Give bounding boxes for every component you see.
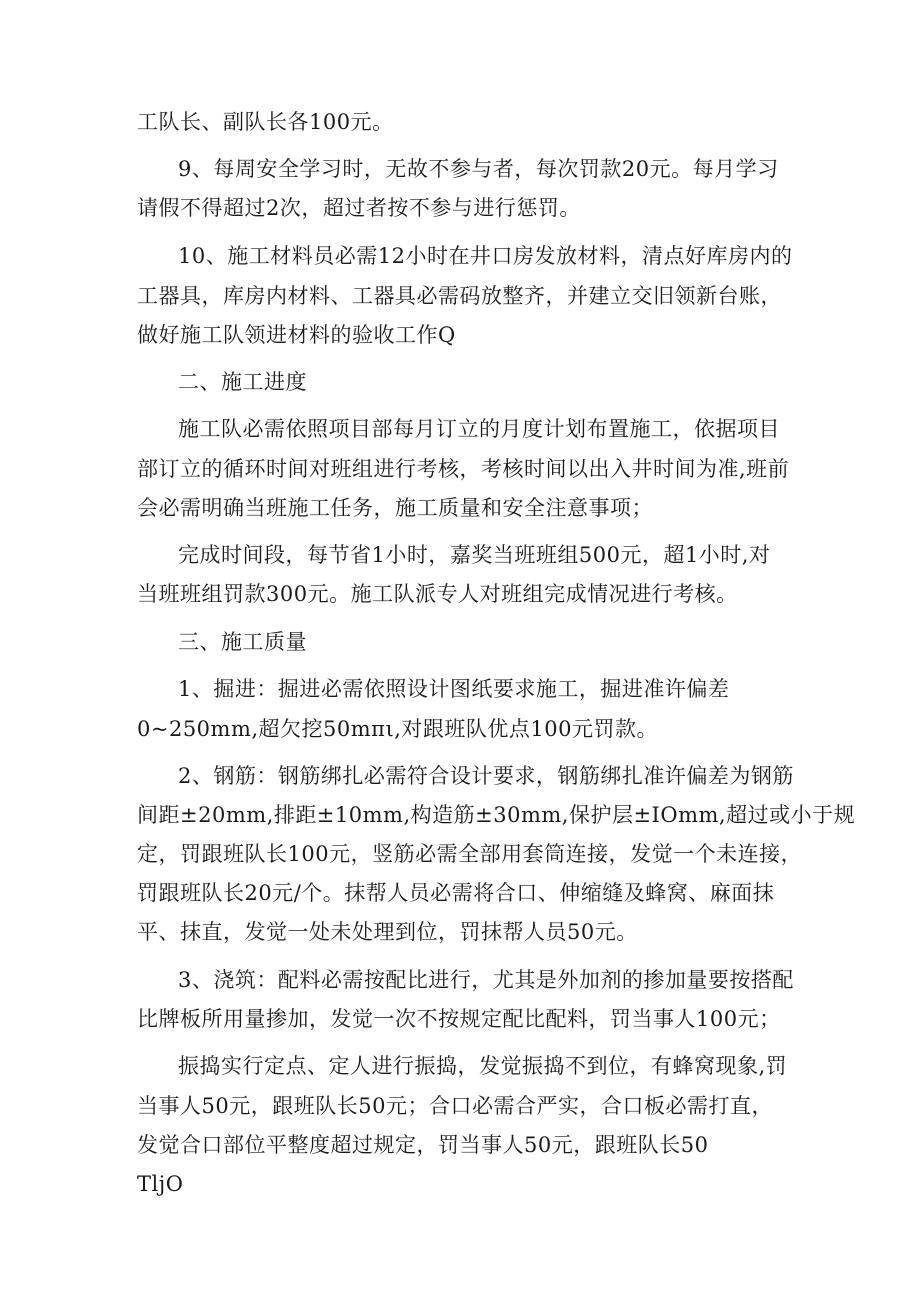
page-footer-text: TljO <box>137 1172 184 1196</box>
text-line: 工队长、副队长各100元。 <box>137 110 394 134</box>
text-line: 当事人50元，跟班队长50元；合口必需合严实，合口板必需打直， <box>137 1094 773 1118</box>
text-line: 部订立的循环时间对班组进行考核，考核时间以出入井时间为准,班前 <box>137 457 790 481</box>
text-line: 请假不得超过2次，超过者按不参与进行惩罚。 <box>137 196 581 220</box>
text-line: 2、钢筋：钢筋绑扎必需符合设计要求，钢筋绑扎准许偏差为钢筋 <box>178 764 794 788</box>
text-line: 3、浇筑：配料必需按配比进行，尤其是外加剂的掺加量要按搭配 <box>178 968 794 992</box>
text-line: 做好施工队领进材料的验收工作Q <box>137 323 456 347</box>
text-line: 会必需明确当班施工任务，施工质量和安全注意事项； <box>137 496 653 520</box>
text-line: 1、掘进：掘进必需依照设计图纸要求施工，掘进准许偏差 <box>178 677 730 701</box>
section-heading: 三、施工质量 <box>178 630 307 654</box>
text-line: 完成时间段，每节省1小时，嘉奖当班班组500元，超1小时,对 <box>178 543 771 567</box>
text-line: 当班班组罚款300元。施工队派专人对班组完成情况进行考核。 <box>137 582 738 606</box>
text-line: 施工队必需依照项目部每月订立的月度计划布置施工，依据项目 <box>178 417 780 441</box>
text-line: 间距±20mm,排距±10mm,构造筋±30mm,保护层±IOmm,超过或小于规 <box>137 803 856 827</box>
text-line: 9、每周安全学习时，无故不参与者，每次罚款20元。每月学习 <box>178 157 779 181</box>
text-line: 工器具，库房内材料、工器具必需码放整齐，并建立交旧领新台账， <box>137 284 782 308</box>
text-line: 振捣实行定点、定人进行振捣，发觉振捣不到位，有蜂窝现象,罚 <box>178 1054 788 1078</box>
text-line: 0~250mm,超欠挖50mπι,对跟班队优点100元罚款。 <box>137 717 658 741</box>
text-line: 定，罚跟班队长100元，竖筋必需全部用套筒连接，发觉一个未连接， <box>137 842 803 866</box>
text-line: 10、施工材料员必需12小时在井口房发放材料，清点好库房内的 <box>178 244 793 268</box>
text-line: 比牌板所用量掺加，发觉一次不按规定配比配料，罚当事人100元； <box>137 1007 781 1031</box>
text-line: 发觉合口部位平整度超过规定，罚当事人50元，跟班队长50 <box>137 1133 709 1157</box>
text-line: 平、抹直，发觉一处未处理到位，罚抹帮人员50元。 <box>137 920 638 944</box>
text-line: 罚跟班队长20元/个。抹帮人员必需将合口、伸缩缝及蜂窝、麻面抹 <box>137 881 775 905</box>
section-heading: 二、施工进度 <box>178 370 307 394</box>
